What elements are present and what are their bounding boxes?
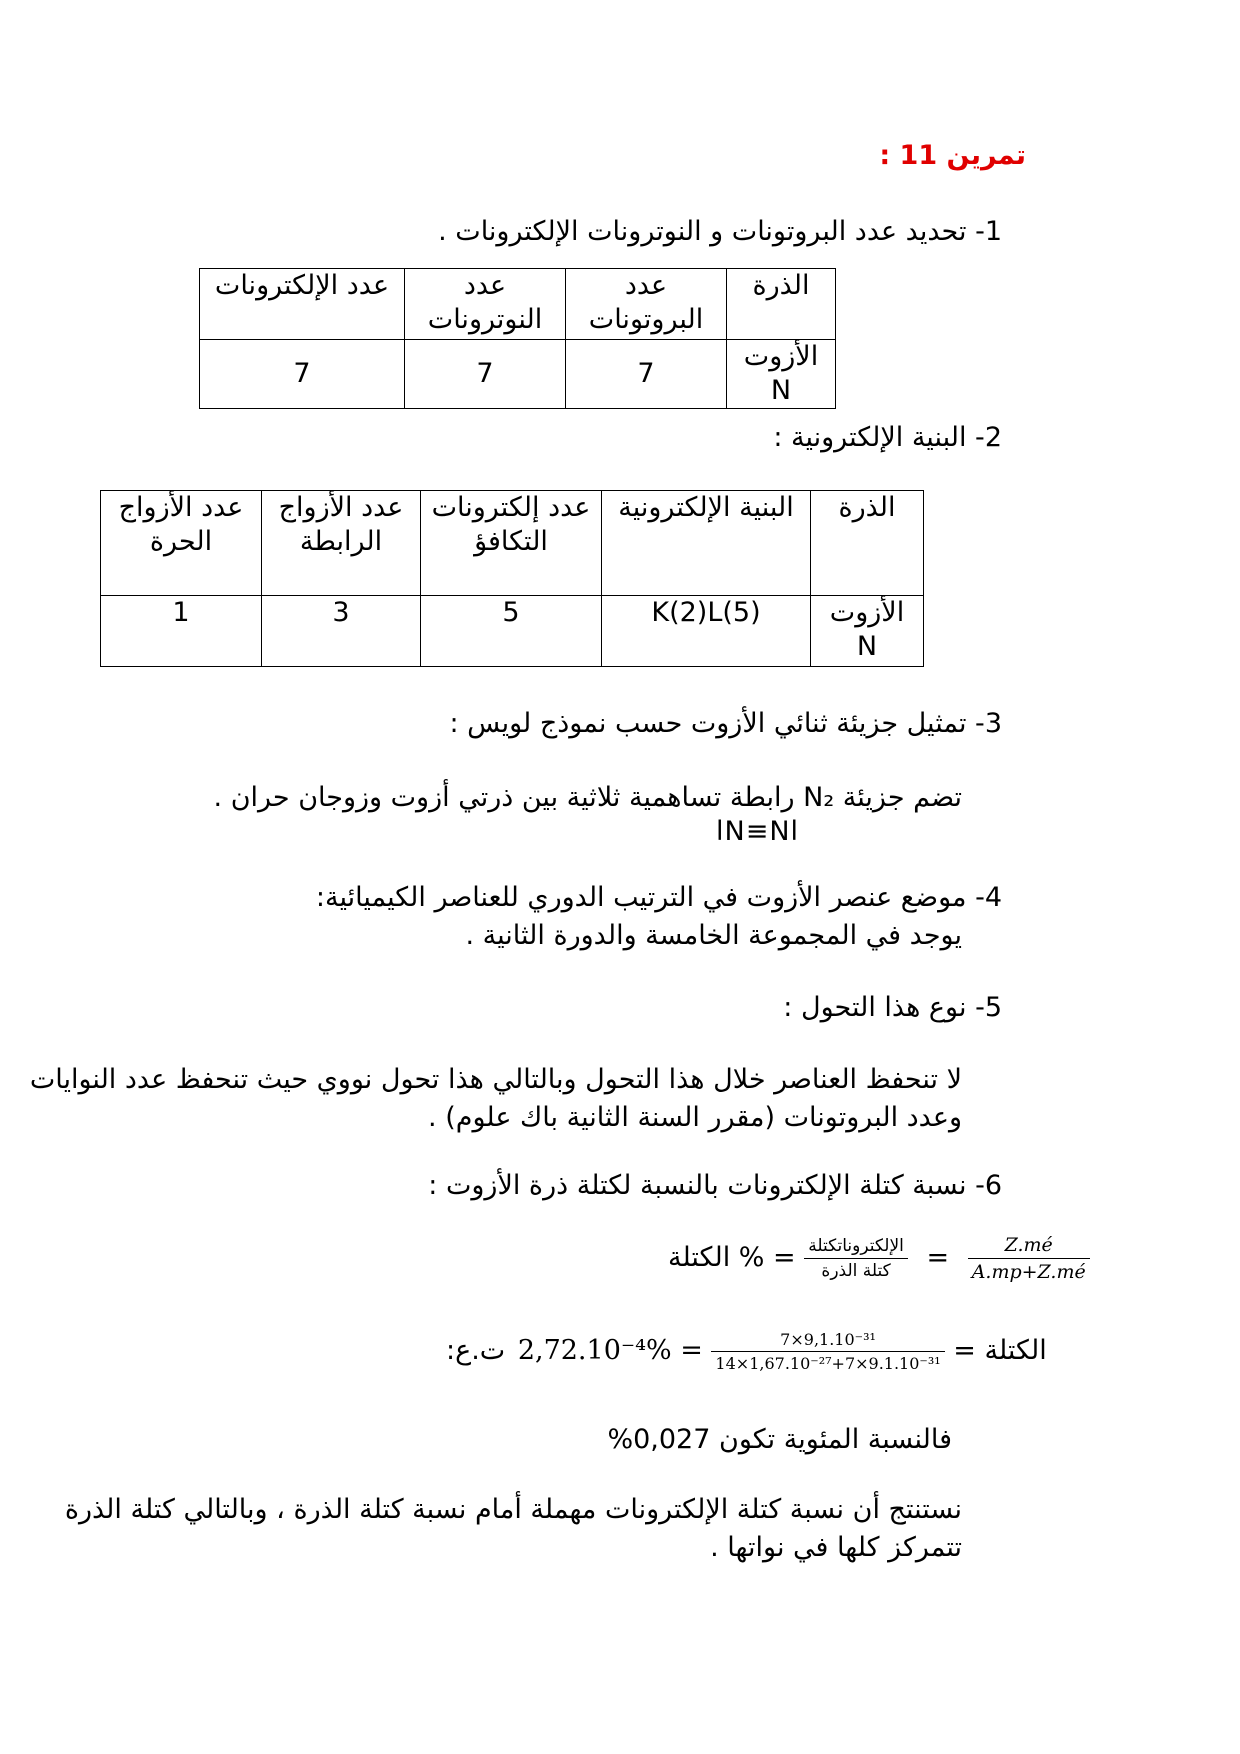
calc-result: = 2,72.10⁻⁴% bbox=[517, 1335, 703, 1366]
q2-header-configuration: البنية الإلكترونية bbox=[602, 491, 811, 596]
q1-header-electrons: عدد الإلكترونات bbox=[200, 269, 405, 340]
q4-text: يوجد في المجموعة الخامسة والدورة الثانية . bbox=[465, 920, 962, 951]
formula-symbol-denominator: A.mp+Z.mé bbox=[971, 1261, 1086, 1283]
calc-fraction bbox=[711, 1330, 944, 1373]
q2-header-bonding-pairs: عدد الأزواج الرابطة bbox=[262, 491, 421, 596]
q6-heading: 6- نسبة كتلة الإلكترونات بالنسبة لكتلة ذرة الأزوت : bbox=[428, 1170, 1002, 1201]
q5-heading: 5- نوع هذا التحول : bbox=[783, 992, 1002, 1023]
calc-numerator: 7×9,1.10⁻³¹ bbox=[711, 1330, 944, 1352]
q3-text: تضم جزيئة N₂ رابطة تساهمية ثلاثية بين ذرتي أزوت وزوجان حران . bbox=[213, 782, 962, 813]
q1-heading: 1- تحديد عدد البروتونات و النوترونات الإلكترونات . bbox=[438, 216, 1002, 247]
q2-cell-bonding-pairs: 3 bbox=[262, 596, 421, 667]
exercise-title: تمرين 11 : bbox=[879, 140, 1026, 171]
q1-cell-atom: الأزوت N bbox=[727, 340, 836, 409]
q1-cell-electrons: 7 bbox=[200, 340, 405, 409]
q1-cell-protons: 7 bbox=[566, 340, 727, 409]
calc-denominator: 14×1,67.10⁻²⁷+7×9.1.10⁻³¹ bbox=[715, 1354, 941, 1373]
calc-lhs: الكتلة bbox=[984, 1335, 1047, 1366]
q1-table bbox=[199, 268, 836, 409]
q2-header-atom: الذرة bbox=[811, 491, 924, 596]
formula-lhs: % الكتلة bbox=[668, 1242, 765, 1273]
q3-heading: 3- تمثيل جزيئة ثنائي الأزوت حسب نموذج لويس : bbox=[449, 708, 1002, 739]
q2-header-lone-pairs: عدد الأزواج الحرة bbox=[101, 491, 262, 596]
q5-text-line2: وعدد البروتونات (مقرر السنة الثانية باك علوم) . bbox=[428, 1102, 962, 1133]
q4-heading: 4- موضع عنصر الأزوت في الترتيب الدوري للعناصر الكيميائية: bbox=[315, 882, 1002, 913]
formula-word-denominator: كتلة الذرة bbox=[821, 1261, 891, 1281]
q2-cell-configuration: K(2)L(5) bbox=[602, 596, 811, 667]
lewis-structure: lN≡Nl bbox=[716, 816, 800, 847]
q1-header-atom: الذرة bbox=[727, 269, 836, 340]
conclusion-line1: نستنتج أن نسبة كتلة الإلكترونات مهملة أمام نسبة كتلة الذرة ، وبالتالي كتلة الذرة bbox=[64, 1494, 962, 1525]
q2-cell-valence: 5 bbox=[421, 596, 602, 667]
numerical-application: الكتلة = $\frac{\text{7×9,1.10⁻³¹}}{\text{14×1,67.10⁻²⁷+7×9.1.10⁻³¹}}$ = 2,72.10⁻⁴% ت.ع: bbox=[446, 1330, 1047, 1373]
calc-label: ت.ع: bbox=[446, 1335, 506, 1366]
q2-table bbox=[100, 490, 924, 667]
q2-cell-atom: الأزوت N bbox=[811, 596, 924, 667]
q5-text-line1: لا تنحفظ العناصر خلال هذا التحول وبالتالي هذا تحول نووي حيث تنحفظ عدد النوايات bbox=[29, 1064, 962, 1095]
formula-symbol-numerator: Z.mé bbox=[968, 1234, 1090, 1259]
q1-cell-neutrons: 7 bbox=[405, 340, 566, 409]
formula-word-numerator: الإلكتروناتكتلة bbox=[804, 1236, 908, 1259]
q1-header-neutrons: عدد النوترونات bbox=[405, 269, 566, 340]
percent-result-text: فالنسبة المئوية تكون 0,027% bbox=[607, 1424, 952, 1455]
q2-header-valence: عدد إلكترونات التكافؤ bbox=[421, 491, 602, 596]
formula-fraction-symbols bbox=[968, 1234, 1090, 1283]
conclusion-line2: تتمركز كلها في نواتها . bbox=[710, 1532, 962, 1563]
mass-percent-formula: % الكتلة = $\frac{\text{الإلكتروناتكتلة}}{\text{كتلة الذرة}}$ = $\frac{Z.mé}{A.mp+Z.mé}$ bbox=[668, 1234, 1090, 1283]
q2-heading: 2- البنية الإلكترونية : bbox=[773, 422, 1002, 453]
formula-fraction-words bbox=[804, 1236, 908, 1281]
q1-header-protons: عدد البروتونات bbox=[566, 269, 727, 340]
q2-cell-lone-pairs: 1 bbox=[101, 596, 262, 667]
